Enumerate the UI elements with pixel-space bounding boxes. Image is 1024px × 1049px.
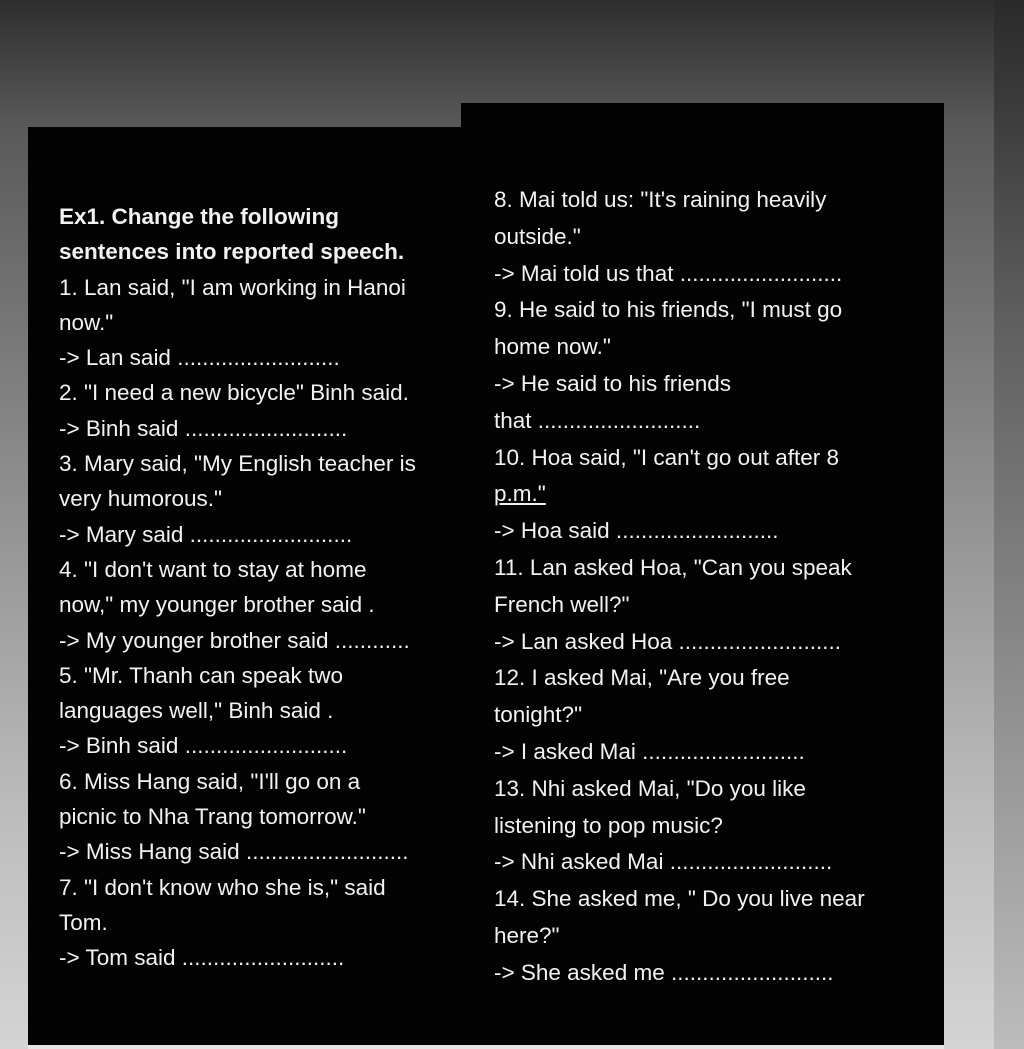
question-7-line-1: 7. "I don't know who she is," said	[59, 874, 386, 900]
question-6-line-2: picnic to Nha Trang tomorrow."	[59, 804, 366, 830]
question-8-line-2: outside."	[494, 223, 581, 249]
question-11-line-1: 11. Lan asked Hoa, "Can you speak	[494, 554, 852, 580]
question-10-line-2: p.m."	[494, 481, 546, 507]
answer-12-line: -> I asked Mai ..........................	[494, 738, 805, 764]
question-3-line-1: 3. Mary said, "My English teacher is	[59, 451, 416, 477]
question-7-line-2: Tom.	[59, 909, 108, 935]
question-14-line-2: here?"	[494, 922, 560, 948]
answer-11-line: -> Lan asked Hoa ..........................	[494, 628, 842, 654]
answer-10-line: -> Hoa said ..........................	[494, 518, 779, 544]
question-9-line-1: 9. He said to his friends, "I must go	[494, 297, 843, 323]
left-text-column	[59, 199, 469, 976]
exercise-heading-line-1: Ex1. Change the following	[59, 204, 340, 229]
question-4-line-2: now," my younger brother said .	[59, 592, 375, 618]
question-12-line-1: 12. I asked Mai, "Are you free	[494, 665, 790, 691]
question-1-line-1: 1. Lan said, "I am working in Hanoi	[59, 274, 406, 300]
question-12-line-2: tonight?"	[494, 702, 583, 728]
answer-14-line: -> She asked me ..........................	[494, 959, 834, 985]
answer-5-line: -> Binh said ..........................	[59, 733, 348, 759]
question-11-line-2: French well?"	[494, 591, 630, 617]
question-5-line-1: 5. "Mr. Thanh can speak two	[59, 662, 343, 688]
answer-9-line-1: -> He said to his friends	[494, 370, 731, 396]
right-edge-strip	[994, 0, 1024, 1049]
answer-4-line: -> My younger brother said ............	[59, 627, 410, 653]
answer-9-line-2: that ..........................	[494, 407, 701, 433]
answer-13-line: -> Nhi asked Mai ..........................	[494, 849, 833, 875]
question-5-line-2: languages well," Binh said .	[59, 698, 334, 724]
question-3-line-2: very humorous."	[59, 486, 223, 512]
answer-8-line: -> Mai told us that ..........................	[494, 260, 843, 286]
question-4-line-1: 4. "I don't want to stay at home	[59, 556, 367, 582]
question-9-line-2: home now."	[494, 334, 611, 360]
question-13-line-2: listening to pop music?	[494, 812, 723, 838]
question-1-line-2: now."	[59, 309, 114, 335]
question-10-line-1: 10. Hoa said, "I can't go out after 8	[494, 444, 839, 470]
question-14-line-1: 14. She asked me, " Do you live near	[494, 886, 865, 912]
answer-2-line: -> Binh said ..........................	[59, 415, 348, 441]
bottom-edge-line	[28, 1045, 944, 1049]
question-2-line-1: 2. "I need a new bicycle" Binh said.	[59, 380, 409, 406]
answer-6-line: -> Miss Hang said ..........................	[59, 839, 409, 865]
right-text-column	[494, 182, 934, 992]
answer-1-line: -> Lan said ..........................	[59, 345, 340, 371]
answer-3-line: -> Mary said ..........................	[59, 521, 353, 547]
question-8-line-1: 8. Mai told us: "It's raining heavily	[494, 187, 827, 212]
exercise-heading-line-2: sentences into reported speech.	[59, 239, 405, 265]
answer-7-line: -> Tom said ..........................	[59, 945, 345, 971]
question-6-line-1: 6. Miss Hang said, "I'll go on a	[59, 768, 361, 794]
question-13-line-1: 13. Nhi asked Mai, "Do you like	[494, 775, 806, 801]
